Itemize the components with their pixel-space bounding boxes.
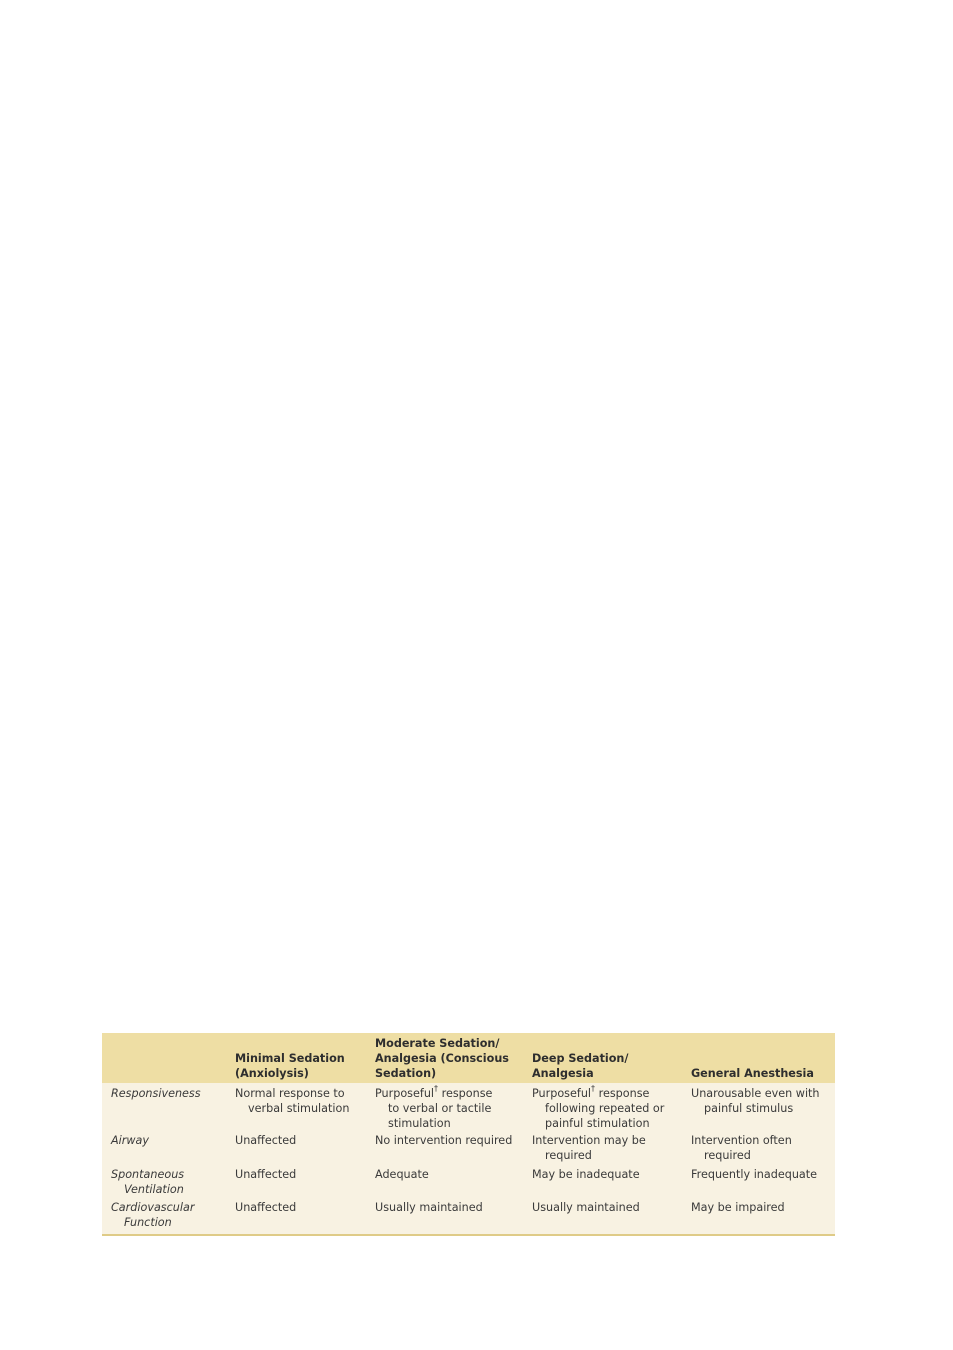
sedation-levels-table (102, 1033, 835, 1236)
table-cell (235, 1167, 296, 1182)
header-moderate-sedation (375, 1036, 509, 1081)
cell-text: response (438, 1087, 493, 1100)
table-cell (235, 1133, 296, 1148)
table-cell (235, 1086, 349, 1116)
cell-line: Unaffected (235, 1168, 297, 1181)
cell-line: Unarousable even with (691, 1087, 820, 1100)
table-cell (532, 1200, 640, 1215)
header-line: General Anesthesia (691, 1067, 814, 1080)
row-label-line: Spontaneous (111, 1168, 185, 1181)
row-label-cardiovascular-function (111, 1200, 194, 1230)
row-label-line: Cardiovascular (111, 1201, 195, 1214)
cell-text: Purposeful (375, 1087, 435, 1100)
cell-line: Normal response to (235, 1087, 345, 1100)
cell-line: following repeated or (545, 1102, 665, 1115)
table-cell (375, 1167, 429, 1182)
header-general-anesthesia (691, 1066, 814, 1081)
cell-line: Unaffected (235, 1134, 297, 1147)
cell-line: stimulation (388, 1117, 451, 1130)
cell-line (375, 1086, 492, 1101)
cell-text: Purposeful (532, 1087, 592, 1100)
cell-line: May be inadequate (532, 1168, 640, 1181)
cell-line: required (545, 1149, 592, 1162)
dagger-footnote-mark: † (591, 1084, 596, 1094)
table-cell (532, 1167, 640, 1182)
header-line: Minimal Sedation (235, 1052, 345, 1065)
row-label-line: Ventilation (124, 1183, 184, 1196)
cell-line: No intervention required (375, 1134, 513, 1147)
dagger-footnote-mark: † (434, 1084, 439, 1094)
header-line: Analgesia (532, 1067, 594, 1080)
cell-line: to verbal or tactile (388, 1102, 492, 1115)
header-line: Deep Sedation/ (532, 1052, 629, 1065)
header-minimal-sedation (235, 1051, 345, 1081)
row-label-responsiveness (111, 1086, 201, 1101)
header-line: (Anxiolysis) (235, 1067, 309, 1080)
header-line: Analgesia (Conscious (375, 1052, 509, 1065)
cell-line (532, 1086, 664, 1101)
table-cell (375, 1133, 512, 1148)
cell-line: verbal stimulation (248, 1102, 350, 1115)
table-cell (532, 1133, 646, 1163)
cell-line: painful stimulus (704, 1102, 794, 1115)
row-label-line: Responsiveness (111, 1087, 201, 1100)
table-cell (691, 1167, 817, 1182)
cell-line: painful stimulation (545, 1117, 650, 1130)
header-line: Moderate Sedation/ (375, 1037, 500, 1050)
cell-line: Adequate (375, 1168, 429, 1181)
cell-line: Intervention often (691, 1134, 792, 1147)
row-label-line: Airway (111, 1134, 149, 1147)
cell-line: Unaffected (235, 1201, 297, 1214)
table-cell (375, 1086, 492, 1131)
table-cell (235, 1200, 296, 1215)
table-cell (691, 1200, 785, 1215)
row-label-spontaneous-ventilation (111, 1167, 184, 1197)
cell-line: required (704, 1149, 751, 1162)
header-deep-sedation (532, 1051, 629, 1081)
table-cell (691, 1133, 792, 1163)
cell-line: Usually maintained (532, 1201, 640, 1214)
header-line: Sedation) (375, 1067, 437, 1080)
cell-line: Intervention may be (532, 1134, 646, 1147)
table-cell (375, 1200, 483, 1215)
cell-text: response (595, 1087, 650, 1100)
cell-line: May be impaired (691, 1201, 785, 1214)
table-cell (532, 1086, 664, 1131)
cell-line: Usually maintained (375, 1201, 483, 1214)
row-label-airway (111, 1133, 149, 1148)
table-cell (691, 1086, 820, 1116)
cell-line: Frequently inadequate (691, 1168, 818, 1181)
row-label-line: Function (124, 1216, 172, 1229)
